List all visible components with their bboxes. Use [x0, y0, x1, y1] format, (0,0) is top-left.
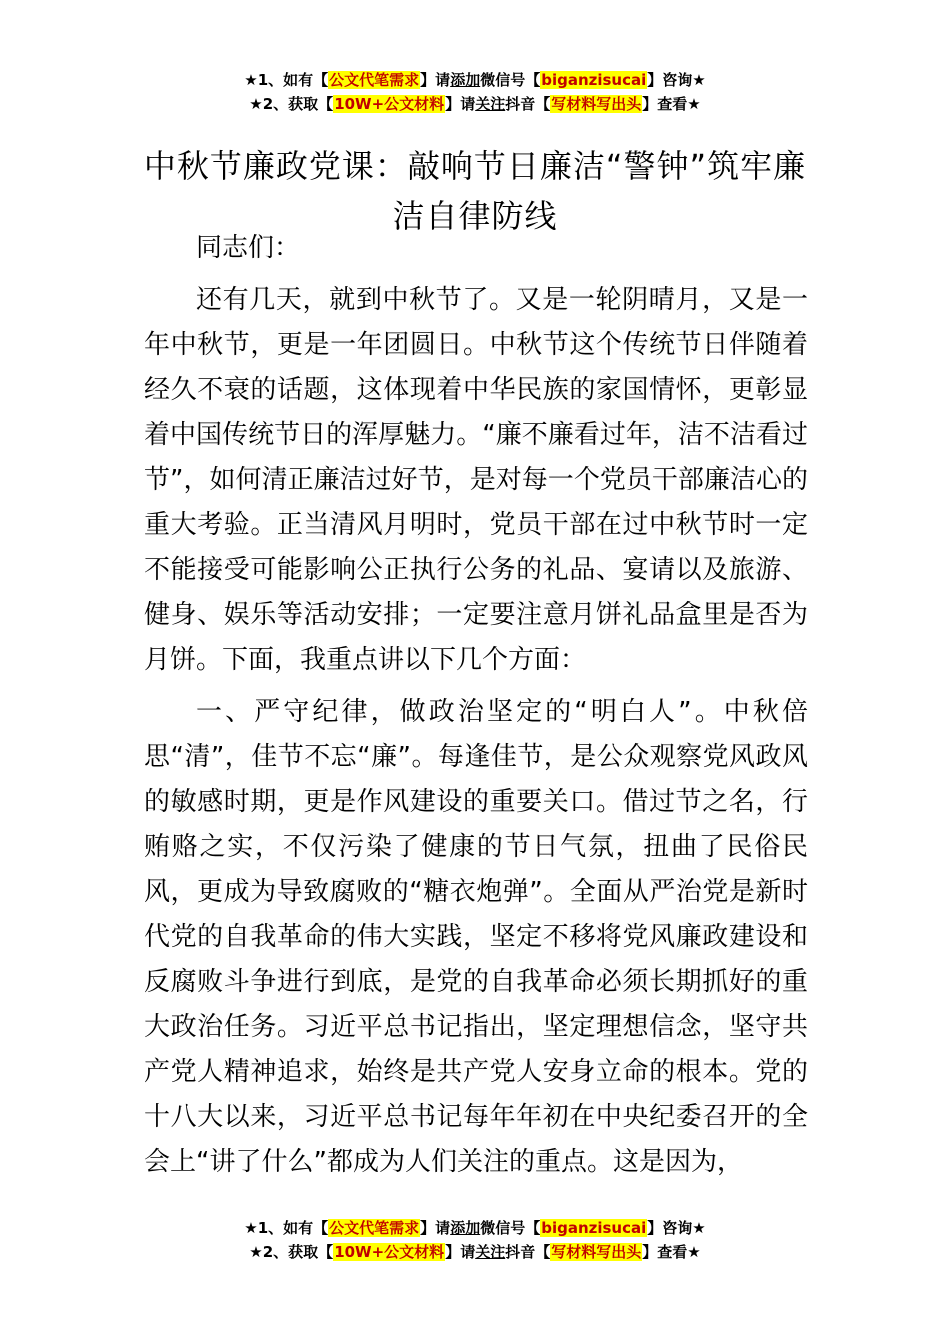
promo-text: 】请 — [420, 1219, 451, 1237]
paragraph-intro: 还有几天，就到中秋节了。又是一轮阴晴月，又是一年中秋节，更是一年团圆日。中秋节这个传统节日伴随着经久不衰的话题，这体现着中华民族的家国情怀，更彰显着中国传统节日的浑厚魅力。“廉不廉看过年，洁不洁看过节”，如何清正廉洁过好节，是对每一个党员干部廉洁心的重大考验。正当清风月明时，党员干部在过中秋节时一定不能接受可能影响公正执行公务的礼品、宴请以及旅游、健身、娱乐等活动安排；一定要注意月饼礼品盒里是否为月饼。下面，我重点讲以下几个方面： — [144, 285, 808, 675]
promo-text: 微信号【 — [480, 1219, 541, 1237]
promo-underlined: 添加 — [450, 1219, 481, 1237]
promo-highlight: 10W+公文材料 — [334, 1243, 445, 1261]
promo-highlight: 10W+公文材料 — [334, 95, 445, 113]
promo-text: 】请 — [445, 1243, 476, 1261]
promo-underlined: 关注 — [475, 95, 506, 113]
promo-text: ★1、如有【 — [244, 71, 329, 89]
promo-highlight: 公文代笔需求 — [329, 71, 420, 89]
promo-douyin-id: 写材料写出头 — [551, 95, 642, 113]
promo-text: 】请 — [420, 71, 451, 89]
promo-text: 抖音【 — [505, 95, 551, 113]
promo-text: 微信号【 — [480, 71, 541, 89]
promo-line-1 — [0, 1216, 950, 1240]
promo-wechat-id: biganzisucai — [541, 1219, 647, 1237]
paragraph-section-one: 一、严守纪律，做政治坚定的“明白人”。中秋倍思“清”，佳节不忘“廉”。每逢佳节，是公众观察党风政风的敏感时期，更是作风建设的重要关口。借过节之名，行贿赂之实，不仅污染了健康的节日气氛，扭曲了民俗民风，更成为导致腐败的“糖衣炮弹”。全面从严治党是新时代党的自我革命的伟大实践，坚定不移将党风廉政建设和反腐败斗争进行到底，是党的自我革命必须长期抓好的重大政治任务。习近平总书记指出，坚定理想信念，坚守共产党人精神追求，始终是共产党人安身立命的根本。党的十八大以来，习近平总书记每年年初在中央纪委召开的全会上“讲了什么”都成为人们关注的重点。这是因为， — [144, 697, 808, 1177]
promo-underlined: 关注 — [475, 1243, 506, 1261]
promo-banner-top — [0, 68, 950, 116]
promo-line-2 — [0, 1240, 950, 1264]
promo-text: 抖音【 — [505, 1243, 551, 1261]
promo-wechat-id: biganzisucai — [541, 71, 647, 89]
promo-underlined: 添加 — [450, 71, 481, 89]
greeting: 同志们： — [196, 233, 301, 263]
promo-text: 】请 — [445, 95, 476, 113]
promo-douyin-id: 写材料写出头 — [551, 1243, 642, 1261]
promo-text: 】咨询★ — [647, 71, 706, 89]
promo-text: 】咨询★ — [647, 1219, 706, 1237]
document-title: 中秋节廉政党课：敲响节日廉洁“警钟”筑牢廉洁自律防线 — [143, 147, 807, 236]
promo-line-1 — [0, 68, 950, 92]
promo-text: ★2、获取【 — [249, 1243, 334, 1261]
promo-text: ★1、如有【 — [244, 1219, 329, 1237]
promo-highlight: 公文代笔需求 — [329, 1219, 420, 1237]
promo-banner-bottom — [0, 1216, 950, 1264]
promo-text: ★2、获取【 — [249, 95, 334, 113]
promo-line-2 — [0, 92, 950, 116]
promo-text: 】查看★ — [642, 1243, 701, 1261]
promo-text: 】查看★ — [642, 95, 701, 113]
